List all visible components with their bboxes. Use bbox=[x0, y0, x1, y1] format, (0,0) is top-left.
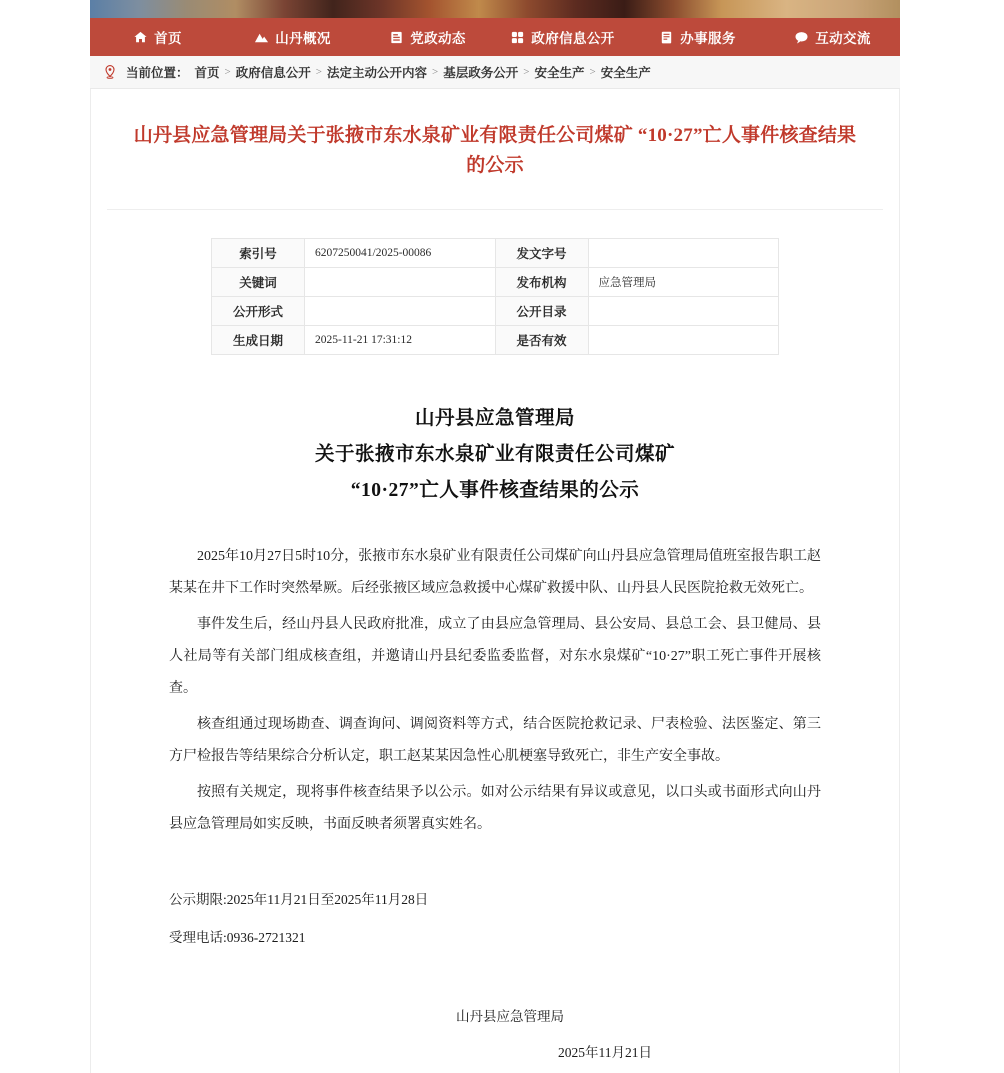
breadcrumb-item-gov-info[interactable]: 政府信息公开 bbox=[235, 66, 311, 80]
nav-label: 党政动态 bbox=[410, 31, 466, 46]
breadcrumb-item-safety-2[interactable]: 安全生产 bbox=[600, 66, 651, 80]
breadcrumb-separator: > bbox=[589, 66, 596, 78]
breadcrumb-separator: > bbox=[432, 66, 439, 78]
grid-icon bbox=[510, 30, 525, 45]
location-pin-icon bbox=[102, 64, 118, 80]
body-paragraph-4: 按照有关规定，现将事件核查结果予以公示。如对公示结果有异议或意见，以口头或书面形式向山丹县应急管理局如实反映，书面反映者须署真实姓名。 bbox=[169, 785, 821, 832]
body-paragraph-3: 核查组通过现场勘查、调查询问、调阅资料等方式，结合医院抢救记录、尸表检验、法医鉴定、第三方尸检报告等结果综合分析认定，职工赵某某因急性心肌梗塞导致死亡，非生产安全事故。 bbox=[169, 717, 821, 764]
nav-label: 山丹概况 bbox=[275, 31, 331, 46]
table-row bbox=[212, 239, 779, 268]
nav-item-party-news[interactable] bbox=[360, 27, 495, 47]
metadata-table bbox=[211, 238, 779, 355]
nav-item-overview[interactable] bbox=[225, 27, 360, 47]
breadcrumb-separator: > bbox=[224, 66, 231, 78]
meta-value-disclosure-catalog bbox=[588, 297, 779, 326]
nav-item-services[interactable] bbox=[630, 27, 765, 47]
meta-value-publisher: 应急管理局 bbox=[588, 268, 779, 297]
meta-key-doc-number: 发文字号 bbox=[495, 239, 588, 268]
page-title: 山丹县应急管理局关于张掖市东水泉矿业有限责任公司煤矿 “10·27”亡人事件核查结果的公示 bbox=[133, 125, 857, 176]
form-icon bbox=[659, 30, 674, 45]
breadcrumb-item-home[interactable]: 首页 bbox=[194, 66, 220, 80]
contact-phone: 受理电话:0936-2721321 bbox=[169, 930, 306, 945]
nav-item-home[interactable] bbox=[90, 27, 225, 47]
meta-key-generated-date: 生成日期 bbox=[212, 326, 305, 355]
notice-details bbox=[169, 881, 821, 957]
site-banner-image bbox=[90, 0, 900, 18]
signature-block bbox=[169, 999, 821, 1071]
breadcrumb-separator: > bbox=[523, 66, 530, 78]
article-body bbox=[169, 541, 821, 841]
title-divider bbox=[107, 209, 883, 210]
article-container bbox=[90, 89, 900, 1073]
meta-value-index-number: 6207250041/2025-00086 bbox=[305, 239, 496, 268]
nav-label: 政府信息公开 bbox=[531, 31, 615, 46]
mountain-icon bbox=[254, 30, 269, 45]
breadcrumb-item-safety-1[interactable]: 安全生产 bbox=[534, 66, 585, 80]
meta-value-generated-date: 2025-11-21 17:31:12 bbox=[305, 326, 496, 355]
official-heading-line-2: 关于张掖市东水泉矿业有限责任公司煤矿 bbox=[314, 444, 675, 465]
meta-key-index-number: 索引号 bbox=[212, 239, 305, 268]
table-row bbox=[212, 297, 779, 326]
meta-key-is-valid: 是否有效 bbox=[495, 326, 588, 355]
body-paragraph-1: 2025年10月27日5时10分，张掖市东水泉矿业有限责任公司煤矿向山丹县应急管理局值班室报告职工赵某某在井下工作时突然晕厥。后经张掖区域应急救援中心煤矿救援中队、山丹县人民医院抢救无效死亡。 bbox=[169, 549, 821, 596]
nav-item-interaction[interactable] bbox=[765, 27, 900, 47]
nav-label: 首页 bbox=[154, 31, 182, 46]
banner-left-margin bbox=[0, 0, 90, 18]
breadcrumb-list bbox=[195, 63, 651, 81]
meta-key-keywords: 关键词 bbox=[212, 268, 305, 297]
meta-value-doc-number bbox=[588, 239, 779, 268]
breadcrumb-item-grassroots[interactable]: 基层政务公开 bbox=[443, 66, 519, 80]
meta-value-is-valid bbox=[588, 326, 779, 355]
official-heading-line-3: “10·27”亡人事件核查结果的公示 bbox=[350, 480, 640, 501]
nav-label: 互动交流 bbox=[815, 31, 871, 46]
body-paragraph-2: 事件发生后，经山丹县人民政府批准，成立了由县应急管理局、县公安局、县总工会、县卫健局、县人社局等有关部门组成核查组，并邀请山丹县纪委监委监督，对东水泉煤矿“10·27”职工死亡事件开展核查。 bbox=[169, 617, 821, 696]
breadcrumb-item-legal-content[interactable]: 法定主动公开内容 bbox=[326, 66, 427, 80]
chat-icon bbox=[794, 30, 809, 45]
official-heading bbox=[151, 401, 839, 509]
meta-key-disclosure-catalog: 公开目录 bbox=[495, 297, 588, 326]
notice-period: 公示期限:2025年11月21日至2025年11月28日 bbox=[169, 892, 429, 907]
main-navigation bbox=[90, 18, 900, 56]
signature-date: 2025年11月21日 bbox=[558, 1045, 652, 1060]
meta-value-keywords bbox=[305, 268, 496, 297]
nav-label: 办事服务 bbox=[680, 31, 736, 46]
nav-item-gov-info-disclosure[interactable] bbox=[495, 27, 630, 47]
signature-organization: 山丹县应急管理局 bbox=[456, 1009, 564, 1024]
meta-key-disclosure-form: 公开形式 bbox=[212, 297, 305, 326]
home-icon bbox=[133, 30, 148, 45]
breadcrumb-label: 当前位置： bbox=[126, 66, 189, 80]
document-icon bbox=[389, 30, 404, 45]
table-row bbox=[212, 326, 779, 355]
metadata-table-wrapper bbox=[211, 238, 779, 355]
official-heading-line-1: 山丹县应急管理局 bbox=[414, 408, 575, 429]
table-row bbox=[212, 268, 779, 297]
breadcrumb-separator: > bbox=[315, 66, 322, 78]
meta-value-disclosure-form bbox=[305, 297, 496, 326]
breadcrumb bbox=[90, 56, 900, 89]
meta-key-publisher: 发布机构 bbox=[495, 268, 588, 297]
